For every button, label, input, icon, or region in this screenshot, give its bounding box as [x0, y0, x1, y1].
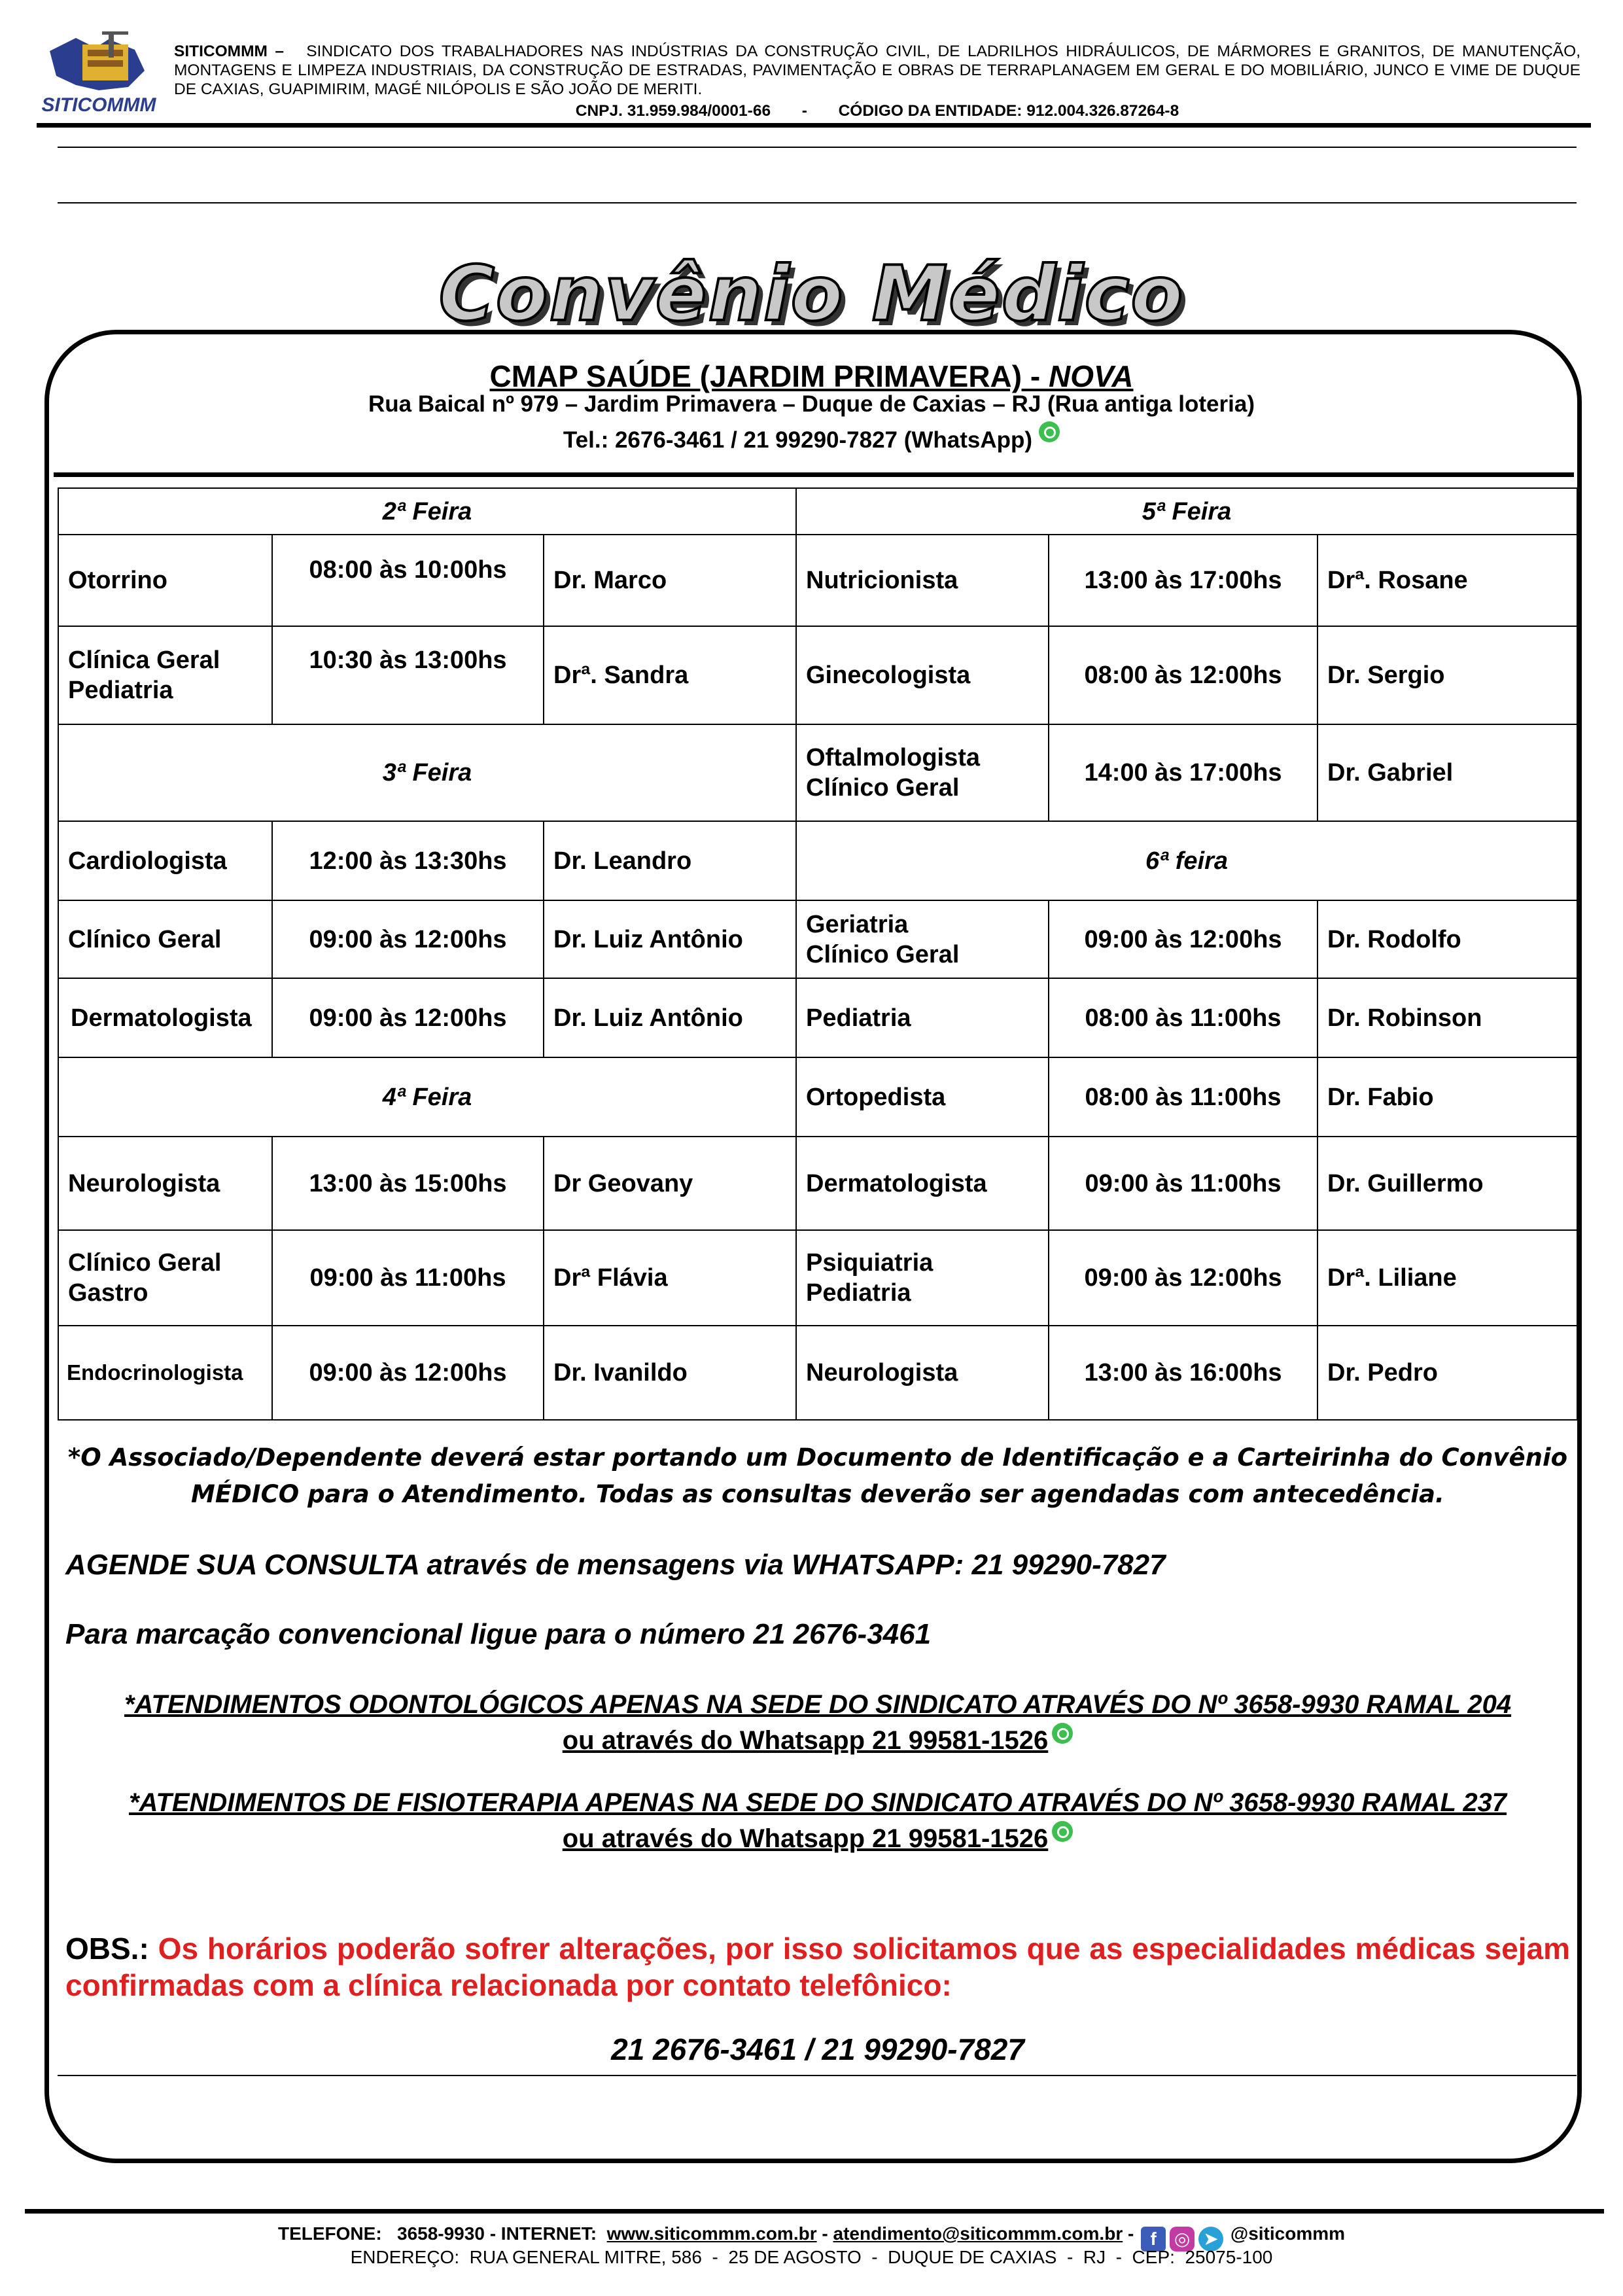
- specialty-cell: Pediatria: [796, 978, 1049, 1057]
- specialty-cell: Ortopedista: [796, 1057, 1049, 1137]
- doctor-cell: Drª. Liliane: [1318, 1230, 1577, 1326]
- specialty-line: Clínica Geral: [68, 646, 220, 674]
- specialty-cell: Cardiologista: [58, 821, 272, 900]
- specialty-cell: Endocrinologista: [58, 1326, 272, 1420]
- specialty-line: Gastro: [68, 1279, 148, 1307]
- time-cell: 09:00 às 12:00hs: [1049, 1230, 1318, 1326]
- table-row: [58, 535, 1577, 626]
- specialty-cell: Dermatologista: [58, 978, 272, 1057]
- observation: [65, 1930, 1570, 2004]
- time-cell: 09:00 às 12:00hs: [272, 1326, 544, 1420]
- day-header-wednesday: 4ª Feira: [58, 1057, 796, 1137]
- telegram-icon[interactable]: ➤: [1198, 2227, 1223, 2252]
- day-header-monday: 2ª Feira: [58, 488, 796, 535]
- footer-internet-label: - INTERNET:: [489, 2223, 597, 2244]
- identification-notice: *O Associado/Dependente deverá estar portando um Documento de Identificação e a Carteirinha do Convênio MÉDICO para o Atendimento. Todas as consultas deverão ser agendadas com antecedência.: [67, 1443, 1568, 1508]
- table-row: [58, 1057, 1577, 1137]
- clinic-name: [0, 359, 1623, 394]
- clinic-new-tag: NOVA: [1048, 359, 1134, 393]
- time-cell: 10:30 às 13:00hs: [272, 626, 544, 724]
- time-cell: 09:00 às 12:00hs: [272, 900, 544, 978]
- org-identifiers: [174, 102, 1580, 120]
- specialty-cell: [58, 626, 272, 724]
- time-cell: 09:00 às 12:00hs: [1049, 900, 1318, 978]
- doctor-cell: Dr. Ivanildo: [544, 1326, 796, 1420]
- specialty-cell: [58, 1230, 272, 1326]
- clinic-name-text: CMAP SAÚDE (JARDIM PRIMAVERA) -: [489, 359, 1049, 393]
- doctor-cell: Dr Geovany: [544, 1137, 796, 1230]
- clinic-address: Rua Baical nº 979 – Jardim Primavera – Duque de Caxias – RJ (Rua antiga loteria): [368, 391, 1255, 417]
- time-cell: 08:00 às 12:00hs: [1049, 626, 1318, 724]
- whatsapp-icon: [1039, 421, 1060, 442]
- doctor-cell: Dr. Gabriel: [1318, 724, 1577, 821]
- doctor-cell: Dr. Pedro: [1318, 1326, 1577, 1420]
- rule-1: [58, 147, 1577, 148]
- time-cell: 14:00 às 17:00hs: [1049, 724, 1318, 821]
- table-row: [58, 821, 1577, 900]
- doctor-cell: Dr. Luiz Antônio: [544, 900, 796, 978]
- physio-whatsapp: [65, 1821, 1570, 1854]
- clinic-phone: [0, 421, 1623, 453]
- table-row: [58, 900, 1577, 978]
- doctor-cell: Dr. Marco: [544, 535, 796, 626]
- physio-notice: *ATENDIMENTOS DE FISIOTERAPIA APENAS NA SEDE DO SINDICATO ATRAVÉS DO Nº 3658-9930 RAMAL 237: [128, 1788, 1507, 1817]
- id-separator: -: [801, 102, 807, 120]
- entity-code: CÓDIGO DA ENTIDADE: 912.004.326.87264-8: [838, 102, 1179, 120]
- specialty-line: Geriatria: [806, 910, 909, 938]
- specialty-cell: Clínico Geral: [58, 900, 272, 978]
- day-header-tuesday: 3ª Feira: [58, 724, 796, 821]
- whatsapp-scheduling: AGENDE SUA CONSULTA através de mensagens via WHATSAPP: 21 99290-7827: [65, 1549, 1166, 1581]
- clinic-phone-text: Tel.: 2676-3461 / 21 99290-7827 (WhatsApp): [563, 427, 1033, 453]
- table-row: [58, 626, 1577, 724]
- specialty-cell: Otorrino: [58, 535, 272, 626]
- specialty-cell: [796, 900, 1049, 978]
- doctor-cell: Dr. Luiz Antônio: [544, 978, 796, 1057]
- time-cell: 09:00 às 11:00hs: [1049, 1137, 1318, 1230]
- table-row: [58, 488, 1577, 535]
- whatsapp-icon: [1052, 1723, 1073, 1744]
- page-title: Convênio Médico: [438, 250, 1185, 338]
- rule-2: [58, 202, 1577, 203]
- specialty-line: Clínico Geral: [806, 940, 960, 968]
- specialty-line: Psiquiatria: [806, 1249, 934, 1277]
- specialty-cell: [796, 724, 1049, 821]
- time-cell: 13:00 às 16:00hs: [1049, 1326, 1318, 1420]
- organization-name: [174, 42, 1580, 99]
- obs-label: OBS.:: [65, 1932, 149, 1966]
- table-row: [58, 1230, 1577, 1326]
- specialty-cell: Nutricionista: [796, 535, 1049, 626]
- specialty-line: Clínico Geral: [68, 1249, 222, 1277]
- table-row: [58, 978, 1577, 1057]
- specialty-line: Oftalmologista: [806, 744, 981, 771]
- footer-dash: -: [1128, 2223, 1134, 2244]
- letterhead: [37, 25, 1591, 130]
- phone-scheduling: Para marcação convencional ligue para o número 21 2676-3461: [65, 1618, 932, 1650]
- footer-dash: -: [822, 2223, 828, 2244]
- siticommm-logo: [37, 25, 161, 123]
- facebook-icon[interactable]: f: [1141, 2227, 1166, 2252]
- org-full-name: SINDICATO DOS TRABALHADORES NAS INDÚSTRIAS DA CONSTRUÇÃO CIVIL, DE LADRILHOS HIDRÁULICOS, DE MÁRMORES E GRANITOS, DE MANUTENÇÃO, MONTAGENS E LIMPEZA INDUSTRIAIS, DA CONSTRUÇÃO DE ESTRADAS, PAVIMENTAÇÃO E OBRAS DE TERRAPLANAGEM EM GERAL E DO MOBILIÁRIO, JUNCO E VIME DE DUQUE DE CAXIAS, GUAPIMIRIM, MAGÉ NILÓPOLIS E SÃO JOÃO DE MERITI.: [174, 43, 1581, 98]
- specialty-cell: Dermatologista: [796, 1137, 1049, 1230]
- doctor-cell: Dr. Sergio: [1318, 626, 1577, 724]
- footer-website-link[interactable]: www.siticommm.com.br: [606, 2223, 817, 2244]
- logo-wordmark: SITICOMMM: [41, 94, 156, 116]
- doctor-cell: Dr. Fabio: [1318, 1057, 1577, 1137]
- day-header-thursday: 5ª Feira: [796, 488, 1577, 535]
- specialty-cell: [796, 1230, 1049, 1326]
- time-cell: 09:00 às 11:00hs: [272, 1230, 544, 1326]
- doctor-cell: Dr. Rodolfo: [1318, 900, 1577, 978]
- footer-phone-label: TELEFONE:: [277, 2223, 382, 2244]
- footer-address: ENDEREÇO: RUA GENERAL MITRE, 586 - 25 DE AGOSTO - DUQUE DE CAXIAS - RJ - CEP: 25075-100: [350, 2247, 1273, 2267]
- footer-phone: 3658-9930: [397, 2223, 485, 2244]
- doctor-cell: Dr. Leandro: [544, 821, 796, 900]
- table-row: [58, 1137, 1577, 1230]
- physio-whatsapp-text: ou através do Whatsapp 21 99581-1526: [562, 1824, 1049, 1853]
- day-header-friday: 6ª feira: [796, 821, 1577, 900]
- whatsapp-icon: [1052, 1821, 1073, 1842]
- specialty-cell: Ginecologista: [796, 626, 1049, 724]
- footer-social-handle: @siticommm: [1230, 2223, 1346, 2244]
- header-rule: [37, 123, 1591, 128]
- specialty-cell: Neurologista: [796, 1326, 1049, 1420]
- table-row: [58, 1326, 1577, 1420]
- table-row: [58, 724, 1577, 821]
- org-abbrev: SITICOMMM: [174, 43, 268, 60]
- specialty-line: Pediatria: [68, 677, 173, 704]
- schedule-table: [58, 487, 1578, 1421]
- time-cell: 09:00 às 12:00hs: [272, 978, 544, 1057]
- doctor-cell: Drª. Sandra: [544, 626, 796, 724]
- dental-notice: *ATENDIMENTOS ODONTOLÓGICOS APENAS NA SEDE DO SINDICATO ATRAVÉS DO Nº 3658-9930 RAMAL 204: [124, 1690, 1512, 1719]
- doctor-cell: Drª. Rosane: [1318, 535, 1577, 626]
- time-cell: 08:00 às 10:00hs: [272, 535, 544, 626]
- obs-phone: 21 2676-3461 / 21 99290-7827: [611, 2032, 1024, 2066]
- time-cell: 08:00 às 11:00hs: [1049, 1057, 1318, 1137]
- dental-whatsapp: [65, 1723, 1570, 1756]
- specialty-cell: Neurologista: [58, 1137, 272, 1230]
- org-dash: –: [275, 43, 284, 60]
- doctor-cell: Drª Flávia: [544, 1230, 796, 1326]
- doctor-cell: Dr. Guillermo: [1318, 1137, 1577, 1230]
- time-cell: 12:00 às 13:30hs: [272, 821, 544, 900]
- table-top-rule: [54, 472, 1574, 477]
- specialty-line: Clínico Geral: [806, 774, 960, 802]
- footer-rule: [25, 2209, 1604, 2214]
- bottom-rule: [58, 2075, 1577, 2076]
- time-cell: 08:00 às 11:00hs: [1049, 978, 1318, 1057]
- cnpj: CNPJ. 31.959.984/0001-66: [575, 102, 771, 120]
- specialty-line: Pediatria: [806, 1279, 911, 1307]
- time-cell: 13:00 às 15:00hs: [272, 1137, 544, 1230]
- doctor-cell: Dr. Robinson: [1318, 978, 1577, 1057]
- instagram-icon[interactable]: ◎: [1170, 2227, 1195, 2252]
- obs-text: Os horários poderão sofrer alterações, por isso solicitamos que as especialidades médicas sejam confirmadas com a clínica relacionada por contato telefônico:: [65, 1932, 1570, 2002]
- footer-email-link[interactable]: atendimento@siticommm.com.br: [833, 2223, 1123, 2244]
- time-cell: 13:00 às 17:00hs: [1049, 535, 1318, 626]
- dental-whatsapp-text: ou através do Whatsapp 21 99581-1526: [562, 1726, 1049, 1755]
